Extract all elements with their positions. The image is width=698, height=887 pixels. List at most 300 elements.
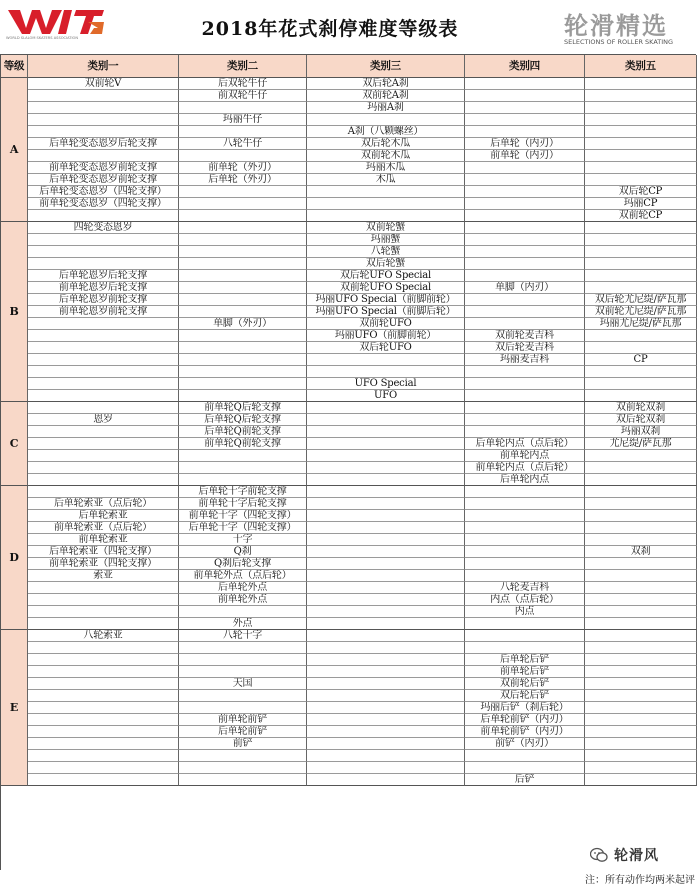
table-cell: 后单轮索亚（四轮支撑） — [28, 546, 179, 558]
brand-logo-text: 轮滑精选 — [564, 12, 668, 40]
table-cell — [28, 330, 179, 342]
table-cell — [585, 522, 697, 534]
table-cell — [465, 486, 585, 498]
table-cell: 前单轮（内刃） — [465, 150, 585, 162]
table-cell: 外点 — [179, 618, 307, 630]
wssa-logo-icon — [6, 6, 106, 36]
table-cell — [307, 654, 465, 666]
table-cell: 双前轮麦吉科 — [465, 330, 585, 342]
table-cell — [585, 510, 697, 522]
table-cell: 索亚 — [28, 570, 179, 582]
table-cell — [28, 210, 179, 222]
table-cell — [465, 210, 585, 222]
table-cell — [307, 450, 465, 462]
table-cell: 前单轮Q前轮支撑 — [179, 438, 307, 450]
table-cell — [585, 558, 697, 570]
table-cell — [465, 546, 585, 558]
table-cell — [585, 258, 697, 270]
table-cell — [307, 198, 465, 210]
table-cell — [28, 234, 179, 246]
table-cell — [179, 246, 307, 258]
table-cell: 前双轮牛仔 — [179, 90, 307, 102]
table-cell — [585, 234, 697, 246]
table-cell — [179, 210, 307, 222]
table-cell — [179, 762, 307, 774]
table-cell: 玛丽CP — [585, 198, 697, 210]
table-cell — [179, 774, 307, 786]
table-cell — [28, 726, 179, 738]
table-cell — [465, 162, 585, 174]
table-cell — [585, 162, 697, 174]
table-cell — [465, 114, 585, 126]
table-cell: 后单轮十字（四轮支撑） — [179, 522, 307, 534]
table-cell: 双后轮UFO — [307, 342, 465, 354]
table-cell — [585, 714, 697, 726]
table-cell — [179, 450, 307, 462]
table-cell — [179, 642, 307, 654]
table-cell — [28, 462, 179, 474]
table-cell: 后单轮前铲 — [179, 726, 307, 738]
table-cell: 后单轮恩岁前轮支撑 — [28, 294, 179, 306]
table-cell: 八轮蟹 — [307, 246, 465, 258]
brand-logo — [556, 4, 694, 48]
table-cell — [28, 342, 179, 354]
header-category-1: 类别一 — [28, 55, 179, 78]
table-cell: 前单轮变态恩岁（四轮支撑） — [28, 198, 179, 210]
table-cell — [28, 738, 179, 750]
table-cell — [585, 342, 697, 354]
table-cell — [179, 234, 307, 246]
table-cell — [585, 78, 697, 90]
table-cell — [465, 270, 585, 282]
difficulty-grid — [0, 54, 696, 870]
table-cell: 玛丽后铲（刹后轮） — [465, 702, 585, 714]
table-cell — [585, 222, 697, 234]
table-cell: 玛丽UFO（前脚前轮） — [307, 330, 465, 342]
table-cell — [585, 390, 697, 402]
table-cell — [465, 414, 585, 426]
table-cell — [307, 438, 465, 450]
table-cell: 玛丽UFO Special（前脚前轮） — [307, 294, 465, 306]
table-cell — [307, 618, 465, 630]
table-cell — [179, 294, 307, 306]
table-cell: 后双轮牛仔 — [179, 78, 307, 90]
table-cell: UFO Special — [307, 378, 465, 390]
table-cell: Q刹后轮支撑 — [179, 558, 307, 570]
table-cell — [307, 606, 465, 618]
table-cell — [307, 402, 465, 414]
table-cell — [585, 570, 697, 582]
grade-label: E — [1, 630, 28, 786]
table-cell — [465, 234, 585, 246]
table-cell — [465, 426, 585, 438]
table-cell: 玛丽牛仔 — [179, 114, 307, 126]
table-cell: 后单轮变态恩岁后轮支撑 — [28, 138, 179, 150]
table-cell — [28, 402, 179, 414]
table-cell — [179, 690, 307, 702]
table-cell: 玛丽尤尼缇/萨瓦那 — [585, 318, 697, 330]
table-cell: 后单轮内点 — [465, 474, 585, 486]
table-cell — [179, 474, 307, 486]
table-cell: 双前轮蟹 — [307, 222, 465, 234]
table-cell: 八轮索亚 — [28, 630, 179, 642]
table-cell — [28, 366, 179, 378]
table-cell — [585, 90, 697, 102]
table-cell — [28, 690, 179, 702]
table-cell: 双后轮A刹 — [307, 78, 465, 90]
table-cell — [465, 78, 585, 90]
table-cell — [585, 498, 697, 510]
table-cell: 双前轮UFO Special — [307, 282, 465, 294]
table-cell — [28, 606, 179, 618]
table-cell — [28, 486, 179, 498]
table-cell — [465, 618, 585, 630]
table-cell — [465, 222, 585, 234]
table-cell — [307, 630, 465, 642]
table-cell — [307, 582, 465, 594]
table-cell — [179, 258, 307, 270]
table-cell — [28, 318, 179, 330]
table-cell: 木瓜 — [307, 174, 465, 186]
table-cell — [179, 702, 307, 714]
table-cell: 前单轮索亚（四轮支撑） — [28, 558, 179, 570]
table-cell — [585, 450, 697, 462]
table-cell — [585, 582, 697, 594]
table-cell — [307, 114, 465, 126]
table-cell — [585, 378, 697, 390]
table-cell: 双前轮尤尼缇/萨瓦那 — [585, 306, 697, 318]
table-cell — [465, 762, 585, 774]
table-cell — [179, 390, 307, 402]
table-cell: 后单轮Q后轮支撑 — [179, 414, 307, 426]
table-cell: 双前轮木瓜 — [307, 150, 465, 162]
table-cell — [307, 726, 465, 738]
table-cell — [585, 594, 697, 606]
table-cell: 玛丽A刹 — [307, 102, 465, 114]
table-cell — [28, 258, 179, 270]
table-cell — [585, 330, 697, 342]
table-cell — [179, 126, 307, 138]
table-cell — [585, 774, 697, 786]
table-cell — [585, 270, 697, 282]
table-cell — [179, 342, 307, 354]
table-cell: 前单轮后铲 — [465, 666, 585, 678]
table-cell: 内点（点后轮） — [465, 594, 585, 606]
table-cell: 天国 — [179, 678, 307, 690]
table-cell — [28, 714, 179, 726]
table-cell — [585, 642, 697, 654]
wechat-icon — [590, 847, 608, 863]
table-cell: 双后轮后铲 — [465, 690, 585, 702]
table-cell: 后单轮（外刃） — [179, 174, 307, 186]
table-cell — [465, 294, 585, 306]
table-cell — [179, 462, 307, 474]
table-cell — [307, 534, 465, 546]
table-cell — [28, 450, 179, 462]
table-cell — [28, 654, 179, 666]
table-cell — [307, 558, 465, 570]
table-cell: 后单轮后铲 — [465, 654, 585, 666]
table-cell — [28, 642, 179, 654]
table-cell — [307, 702, 465, 714]
table-cell — [585, 126, 697, 138]
table-cell — [307, 546, 465, 558]
table-cell — [465, 126, 585, 138]
table-cell: 后单轮Q前轮支撑 — [179, 426, 307, 438]
table-cell — [307, 762, 465, 774]
table-cell: 后单轮外点 — [179, 582, 307, 594]
table-cell: 前单轮前铲 — [179, 714, 307, 726]
table-cell: 前单轮内点（点后轮） — [465, 462, 585, 474]
table-cell — [585, 282, 697, 294]
table-cell — [465, 198, 585, 210]
header-grade: 等级 — [1, 55, 28, 78]
table-cell — [585, 114, 697, 126]
table-cell — [179, 330, 307, 342]
table-cell: 前单轮变态恩岁前轮支撑 — [28, 162, 179, 174]
table-cell — [28, 246, 179, 258]
table-cell — [465, 510, 585, 522]
table-cell: 前单轮（外刃） — [179, 162, 307, 174]
table-cell — [465, 630, 585, 642]
table-cell — [28, 750, 179, 762]
table-cell: 玛丽双刹 — [585, 426, 697, 438]
table-cell: 双后轮CP — [585, 186, 697, 198]
table-cell — [465, 570, 585, 582]
table-cell — [307, 666, 465, 678]
table-cell: 前单轮恩岁后轮支撑 — [28, 282, 179, 294]
table-cell: 前单轮十字（四轮支撑） — [179, 510, 307, 522]
table-cell: UFO — [307, 390, 465, 402]
table-cell: 双后轮木瓜 — [307, 138, 465, 150]
table-cell — [28, 150, 179, 162]
difficulty-table — [0, 54, 696, 870]
table-cell — [307, 570, 465, 582]
table-cell: 单脚（外刃） — [179, 318, 307, 330]
table-cell — [307, 474, 465, 486]
table-cell — [585, 606, 697, 618]
table-cell: 前单轮十字后轮支撑 — [179, 498, 307, 510]
table-cell: 单脚（内刃） — [465, 282, 585, 294]
brand-logo-subtitle: SELECTIONS OF ROLLER SKATING — [564, 38, 674, 46]
table-cell — [465, 390, 585, 402]
table-cell — [585, 102, 697, 114]
table-cell — [465, 534, 585, 546]
table-cell — [179, 354, 307, 366]
table-cell — [585, 678, 697, 690]
table-cell: 玛丽蟹 — [307, 234, 465, 246]
grade-label: A — [1, 78, 28, 222]
table-cell — [307, 714, 465, 726]
table-cell — [585, 462, 697, 474]
table-cell: 后单轮十字前轮支撑 — [179, 486, 307, 498]
table-cell — [585, 174, 697, 186]
table-cell — [179, 282, 307, 294]
table-cell — [307, 366, 465, 378]
table-cell — [465, 402, 585, 414]
table-cell — [179, 186, 307, 198]
table-cell — [465, 174, 585, 186]
table-cell — [179, 378, 307, 390]
table-cell — [28, 390, 179, 402]
table-cell: 双后轮蟹 — [307, 258, 465, 270]
table-cell — [585, 486, 697, 498]
table-cell — [585, 654, 697, 666]
table-cell: 前铲（内刃） — [465, 738, 585, 750]
table-cell — [585, 246, 697, 258]
table-cell — [179, 666, 307, 678]
table-cell — [465, 642, 585, 654]
table-cell — [28, 774, 179, 786]
table-cell — [585, 690, 697, 702]
header-category-3: 类别三 — [307, 55, 465, 78]
table-cell — [307, 750, 465, 762]
table-cell — [307, 354, 465, 366]
table-cell — [307, 690, 465, 702]
table-cell: 前单轮外点 — [179, 594, 307, 606]
table-cell — [465, 186, 585, 198]
footer-brand — [590, 845, 690, 865]
table-cell — [28, 126, 179, 138]
table-cell: 前单轮Q后轮支撑 — [179, 402, 307, 414]
table-cell — [585, 762, 697, 774]
table-cell: 双后轮双刹 — [585, 414, 697, 426]
table-cell — [307, 738, 465, 750]
table-cell: Q刹 — [179, 546, 307, 558]
table-cell — [465, 366, 585, 378]
table-cell: 后单轮前铲（内刃） — [465, 714, 585, 726]
table-cell: 后铲 — [465, 774, 585, 786]
table-cell — [28, 678, 179, 690]
table-cell: 双前轮后铲 — [465, 678, 585, 690]
table-cell — [307, 186, 465, 198]
table-cell: A刹（八颗螺丝） — [307, 126, 465, 138]
table-cell — [179, 150, 307, 162]
table-cell — [179, 102, 307, 114]
table-cell — [307, 642, 465, 654]
table-cell — [585, 474, 697, 486]
table-cell — [179, 306, 307, 318]
table-cell — [585, 750, 697, 762]
table-cell: 尤尼缇/萨瓦那 — [585, 438, 697, 450]
table-cell: 八轮牛仔 — [179, 138, 307, 150]
table-cell: 四轮变态恩岁 — [28, 222, 179, 234]
table-cell: CP — [585, 354, 697, 366]
table-cell: 前单轮恩岁前轮支撑 — [28, 306, 179, 318]
table-cell — [465, 498, 585, 510]
table-cell: 双前轮A刹 — [307, 90, 465, 102]
table-cell — [307, 498, 465, 510]
table-cell — [179, 750, 307, 762]
table-cell — [465, 522, 585, 534]
table-cell — [307, 414, 465, 426]
table-cell — [179, 270, 307, 282]
table-cell — [28, 114, 179, 126]
table-cell: 内点 — [465, 606, 585, 618]
table-cell — [465, 90, 585, 102]
table-cell: 后单轮（内刃） — [465, 138, 585, 150]
footer-note: 注：所有动作均两米起评 — [585, 875, 695, 886]
table-cell — [28, 102, 179, 114]
page-header — [0, 0, 698, 52]
table-cell: 双后轮UFO Special — [307, 270, 465, 282]
table-cell — [28, 762, 179, 774]
table-cell: 十字 — [179, 534, 307, 546]
table-cell — [28, 594, 179, 606]
table-cell — [465, 378, 585, 390]
table-cell — [465, 258, 585, 270]
table-cell — [307, 522, 465, 534]
table-cell: 双前轮双刹 — [585, 402, 697, 414]
table-cell: 八轮十字 — [179, 630, 307, 642]
footer-brand-text: 轮滑风 — [614, 848, 659, 864]
table-cell — [585, 666, 697, 678]
header-category-4: 类别四 — [465, 55, 585, 78]
table-cell — [465, 306, 585, 318]
table-cell — [585, 630, 697, 642]
table-cell — [28, 702, 179, 714]
table-cell — [465, 102, 585, 114]
table-cell: 双前轮V — [28, 78, 179, 90]
table-cell — [307, 774, 465, 786]
table-cell: 前单轮索亚 — [28, 534, 179, 546]
table-cell — [179, 198, 307, 210]
grade-label: B — [1, 222, 28, 402]
table-cell — [465, 750, 585, 762]
wssa-logo-subtitle: WORLD SLALOM SKATERS ASSOCIATION — [6, 36, 79, 40]
table-cell: 玛丽UFO Special（前脚后轮） — [307, 306, 465, 318]
header-category-2: 类别二 — [179, 55, 307, 78]
table-cell — [179, 654, 307, 666]
table-cell: 前单轮内点 — [465, 450, 585, 462]
grade-label: C — [1, 402, 28, 486]
table-cell — [585, 366, 697, 378]
table-cell — [179, 606, 307, 618]
table-cell: 双前轮CP — [585, 210, 697, 222]
table-cell: 双刹 — [585, 546, 697, 558]
table-cell — [307, 426, 465, 438]
table-cell: 双后轮尤尼缇/萨瓦那 — [585, 294, 697, 306]
table-cell — [585, 702, 697, 714]
table-cell — [28, 378, 179, 390]
table-cell — [28, 618, 179, 630]
table-cell — [307, 486, 465, 498]
table-cell — [585, 726, 697, 738]
table-cell — [465, 318, 585, 330]
table-cell — [585, 150, 697, 162]
table-cell: 后单轮索亚（点后轮） — [28, 498, 179, 510]
table-cell: 后单轮变态恩岁前轮支撑 — [28, 174, 179, 186]
table-cell — [307, 462, 465, 474]
table-cell — [28, 90, 179, 102]
page-title: 2018年花式刹停难度等级表 — [201, 18, 459, 40]
table-cell: 后单轮内点（点后轮） — [465, 438, 585, 450]
table-cell — [28, 438, 179, 450]
table-cell — [585, 618, 697, 630]
table-cell: 前单轮前铲（内刃） — [465, 726, 585, 738]
table-cell — [307, 594, 465, 606]
table-cell — [307, 678, 465, 690]
table-cell: 前单轮外点（点后轮） — [179, 570, 307, 582]
table-cell — [307, 510, 465, 522]
table-cell: 后单轮索亚 — [28, 510, 179, 522]
wssa-logo — [6, 6, 106, 44]
table-cell — [28, 666, 179, 678]
table-cell — [307, 210, 465, 222]
table-cell — [179, 222, 307, 234]
table-cell: 恩岁 — [28, 414, 179, 426]
table-cell — [28, 354, 179, 366]
